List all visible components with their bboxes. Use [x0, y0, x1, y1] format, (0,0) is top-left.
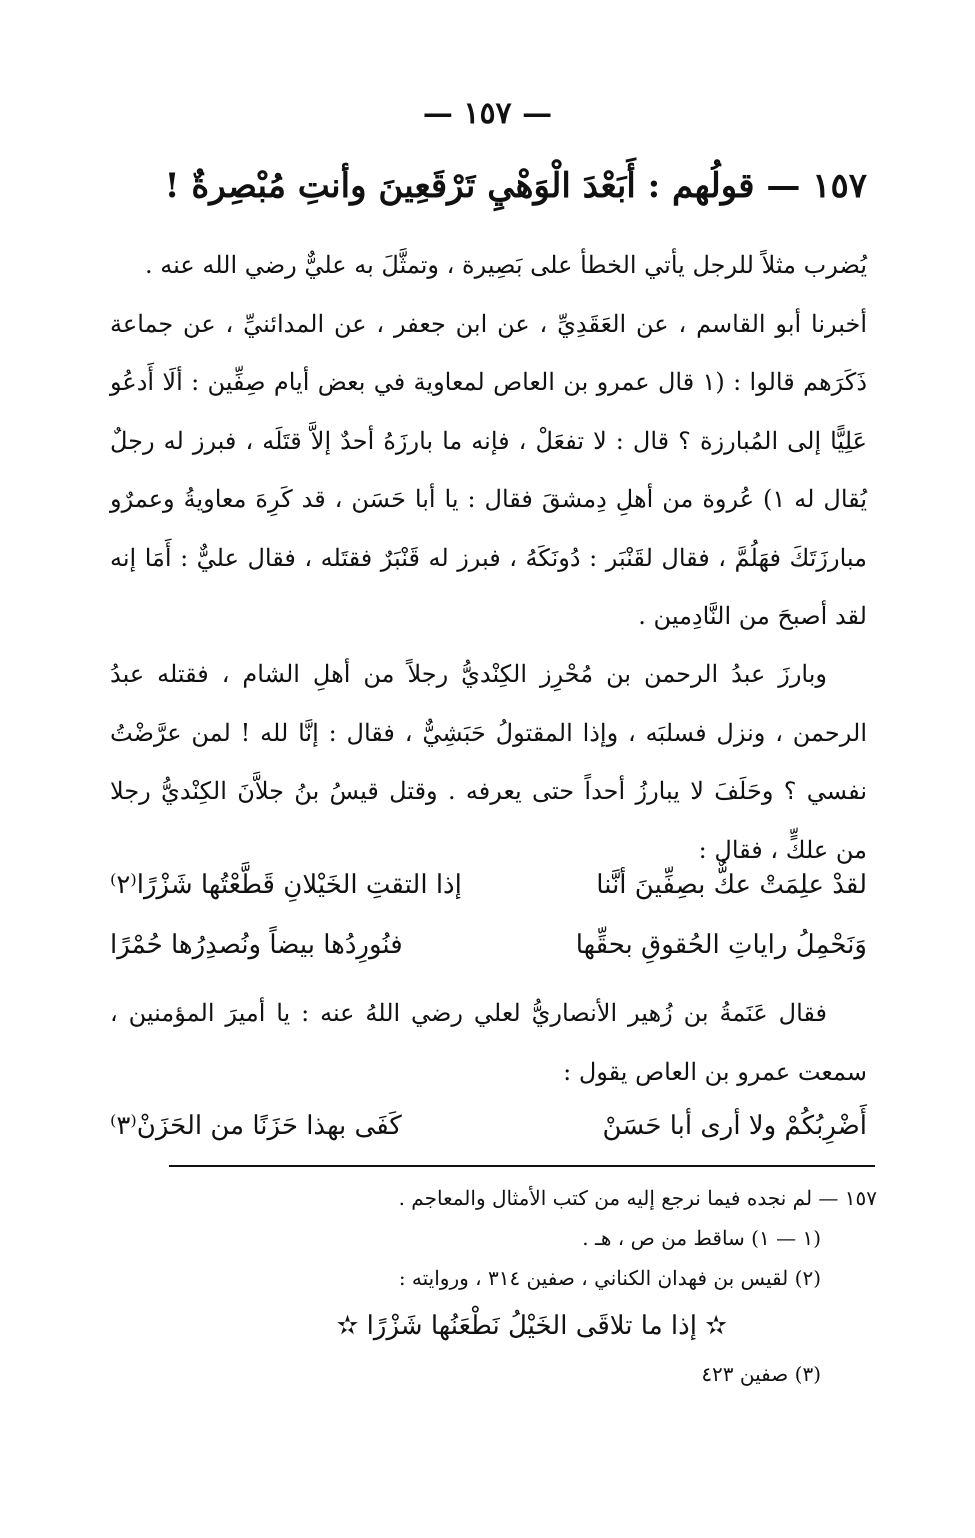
footnote-2: (٢) لقيس بن فهدان الكناني ، صفين ٣١٤ ، وروايته : — [398, 1266, 821, 1290]
verse-first-hemistich: لقدْ علِمَتْ عكٌّ بصِفِّينَ أنَّنا — [596, 870, 867, 900]
footnote-1: (١ — ١) ساقط من ص ، هـ . — [582, 1226, 821, 1250]
proverb-heading: ١٥٧ — قولُهم : أَبَعْدَ الْوَهْيِ تَرْقَعِينَ وأنتِ مُبْصِرةٌ ! — [164, 166, 867, 206]
verse-line — [110, 915, 867, 975]
poem-amr — [110, 1096, 867, 1156]
third-paragraph: فقال عَنَمةُ بن زُهير الأنصاريُّ لعلي رضي اللهُ عنه : يا أميرَ المؤمنين ، سمعت عمرو بن العاص يقول : — [110, 999, 867, 1086]
verse-first-hemistich: أَضْرِبُكُمْ ولا أرى أبا حَسَنْ — [602, 1111, 867, 1141]
page-number: — ١٥٧ — — [422, 96, 553, 131]
footnotes — [117, 1178, 877, 1394]
verse-line — [110, 1096, 867, 1156]
proverb-explanation: يُضرب مثلاً للرجل يأتي الخطأ على بَصِيرة ، وتمثَّلَ به عليٌّ رضي الله عنه . — [145, 251, 867, 279]
verse-second-hemistich: إذا التقتِ الخَيْلانِ قَطَّعْتُها شَزْرًا⁽٢⁾ — [110, 870, 462, 900]
intro-section — [110, 236, 867, 646]
footnote-3: (٣) صفين ٤٢٣ — [701, 1362, 821, 1386]
narration-paragraph: أخبرنا أبو القاسم ، عن العَقَدِيِّ ، عن ابن جعفر ، عن المدائنيِّ ، عن جماعة ذَكَرَهم قالوا : (١ قال عمرو بن العاص لمعاوية في بعض أيام صِفِّين : ألَا أَدعُو عَلِيًّا إلى المُبارزة ؟ قال : لا تفعَلْ ، فإنه ما بارزَهُ أحدٌ إلاَّ قتَلَه ، فبرز له رجلٌ يُقال له ١) عُروة من أهلِ دِمشقَ فقال : يا أبا حَسَن ، قد كَرِهَ معاويةُ وعمرٌو مبارزَتَكَ فهَلُمَّ ، فقال لقَنْبَر : دُونَكَهُ ، فبرز له قَنْبَرٌ فقتَله ، فقال عليٌّ : أَمَا إنه لقد أصبحَ من النَّادِمين . — [110, 309, 868, 630]
footnote-2-verse: ✫ إذا ما تلاقَى الخَيْلُ نَطْعَنُها شَزْرًا ✫ — [336, 1311, 727, 1341]
verse-second-hemistich: كَفَى بهذا حَزَنًا من الحَزَنْ⁽٣⁾ — [110, 1111, 402, 1141]
footnote-157: ١٥٧ — لم نجده فيما نرجع إليه من كتب الأمثال والمعاجم . — [398, 1186, 877, 1210]
verse-second-hemistich: فنُورِدُها بيضاً ونُصدِرُها حُمْرًا — [110, 930, 403, 960]
verse-line — [110, 855, 867, 915]
poem-qays — [110, 855, 867, 975]
footnote-divider — [169, 1165, 875, 1167]
second-paragraph: وبارزَ عبدُ الرحمن بن مُحْرِز الكِنْديُّ رجلاً من أهلِ الشام ، فقتله عبدُ الرحمن ، ونزل فسلبَه ، وإذا المقتولُ حَبَشِيٌّ ، فقال : إنَّا لله ! لمن عرَّضْتُ نفسي ؟ وحَلَفَ لا يبارزُ أحداً حتى يعرفه . وقتل قيسُ بنُ جلاَّنَ الكِنْديُّ رجلا من علكٍّ ، فقال : — [110, 660, 867, 864]
verse-first-hemistich: وَنَحْمِلُ راياتِ الحُقوقِ بحقِّها — [575, 930, 867, 960]
